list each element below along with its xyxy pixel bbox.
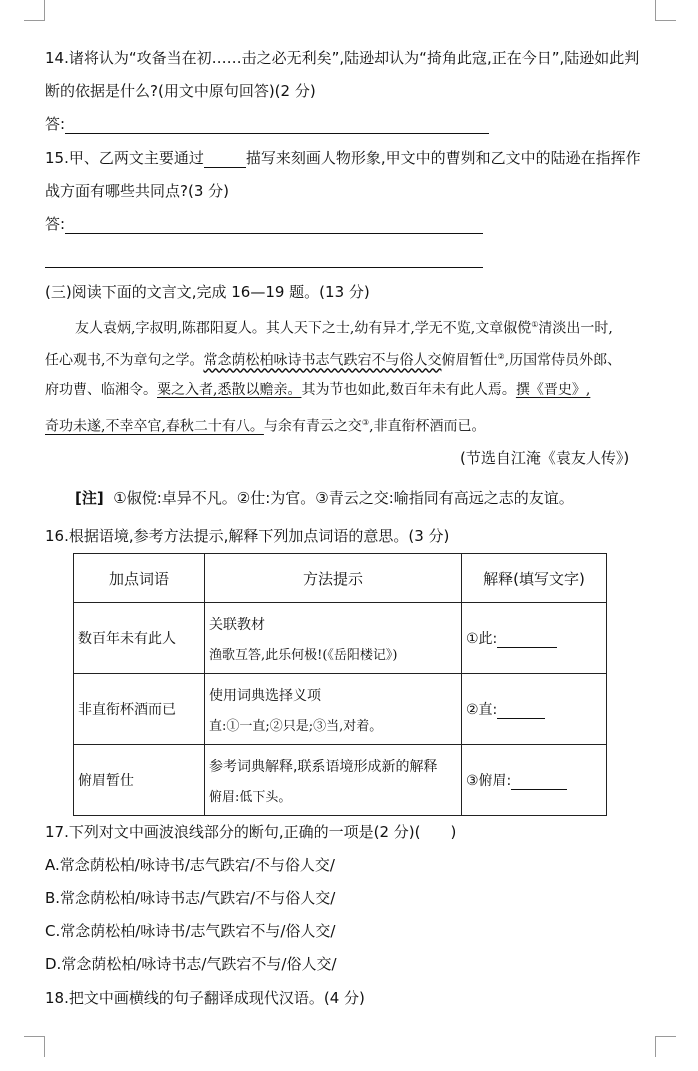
q15-answer-2 [45,248,483,268]
row2-hint-title: 使用词典选择义项 [209,687,321,704]
q17-option-b[interactable]: B.常念荫松柏/咏诗书志/气跌宕/不与俗人交/ [45,889,336,907]
q15-line1-a: 15.甲、乙两文主要通过 [45,149,204,167]
row1-hint-title: 关联教材 [209,616,265,633]
passage-p2-a: 任心观书,不为章句之学。 [45,352,204,369]
passage-p2-c: 暂仕 [469,352,498,369]
q15-answer [45,214,483,234]
q17-option-c[interactable]: C.常念荫松柏/咏诗书/志气跌宕不与/俗人交/ [45,922,336,940]
q14-line1: 14.诸将认为“攻备当在初……击之必无利矣”,陆逊却认为“掎角此寇,正在今日”,陆逊如此判 [45,49,640,67]
row3-answer-cell [462,745,607,816]
crop-mark-top-right [655,0,676,21]
note-ref-3: ③ [361,418,370,427]
table-row [74,674,607,745]
table-row [74,603,607,674]
header-answer: 解释(填写文字) [462,554,607,603]
q15-fill-blank[interactable] [204,151,246,168]
notes-label: [注] [75,489,104,507]
section3-heading: (三)阅读下面的文言文,完成 16—19 题。(13 分) [45,283,370,301]
passage-p2-tail: ,历国常侍员外郎、 [504,352,622,369]
passage-line2 [45,347,621,371]
q15-line2: 战方面有哪些共同点?(3 分) [45,182,229,200]
q14-answer [45,114,489,134]
row3-phrase: 俯眉暂仕 [74,745,205,816]
row3-hint-title: 参考词典解释,联系语境形成新的解释 [209,758,438,775]
header-hint: 方法提示 [205,554,462,603]
passage-p1-tail: 清淡出一时, [538,320,613,337]
q15-line1-b: 描写来刻画人物形象,甲文中的曹刿和乙文中的陆逊在指挥作 [245,149,641,167]
q17-option-d[interactable]: D.常念荫松柏/咏诗书志/气跌宕不与/俗人交/ [45,955,337,973]
q15-answer-line-2[interactable] [45,251,483,268]
header-phrase: 加点词语 [74,554,205,603]
row2-answer-line[interactable] [497,703,545,719]
crop-mark-bottom-left [24,1036,45,1057]
row2-hint-detail: 直:①一直;②只是;③当,对着。 [209,718,383,734]
passage-line3 [45,380,590,400]
q17-stem: 17.下列对文中画波浪线部分的断句,正确的一项是(2 分)( ) [45,823,457,841]
row3-answer-line[interactable] [511,774,567,790]
crop-mark-bottom-right [655,1036,676,1057]
row1-hint-detail: 渔歌互答,此乐何极!(《岳阳楼记》) [209,647,398,663]
row1-answer-cell [462,603,607,674]
passage-notes [75,488,574,508]
q14-answer-label: 答: [45,115,66,133]
passage-p2-b: 俯眉 [441,352,470,369]
passage-p3-a: 府功曹、临湘令。 [45,382,157,398]
row2-phrase: 非直衔杯酒而已 [74,674,205,745]
note-ref-2: ② [497,352,505,361]
q15-line1 [45,148,641,168]
table-row [74,745,607,816]
row1-answer-label: ①此: [466,631,498,647]
q18-stem: 18.把文中画横线的句子翻译成现代汉语。(4 分) [45,989,365,1007]
passage-p3-b: 其为节也如此,数百年未有此人焉。 [301,382,516,398]
crop-mark-top-left [24,0,45,21]
notes-text: ①俶傥:卓异不凡。②仕:为官。③青云之交:喻指同有高远之志的友谊。 [113,489,574,507]
row1-phrase: 数百年未有此人 [74,603,205,674]
q16-stem: 16.根据语境,参考方法提示,解释下列加点词语的意思。(3 分) [45,527,450,545]
row2-hint [205,674,462,745]
passage-p1: 友人袁炳,字叔明,陈郡阳夏人。其人天下之士,幼有异才,学无不览,文章俶傥 [75,320,532,337]
passage-p4-b: 与余有青云之交 [263,418,362,435]
row1-hint [205,603,462,674]
underlined-sentence-2b: 奇功未遂,不幸卒官,春秋二十有八。 [45,418,264,435]
q14-answer-line[interactable] [65,117,489,134]
q15-answer-label: 答: [45,215,66,233]
row3-hint-detail: 俯眉:低下头。 [209,789,292,805]
row2-answer-label: ②直: [466,702,498,718]
row3-hint [205,745,462,816]
q17-option-a[interactable]: A.常念荫松柏/咏诗书/志气跌宕/不与俗人交/ [45,856,335,874]
q15-answer-line-1[interactable] [65,217,483,234]
underlined-sentence-1: 粟之入者,悉散以赡亲。 [157,382,302,398]
q14-line2: 断的依据是什么?(用文中原句回答)(2 分) [45,82,316,100]
passage-line4 [45,413,486,437]
row1-answer-line[interactable] [497,632,557,648]
underlined-sentence-2a: 撰《晋史》, [515,382,591,398]
passage-line1 [75,315,613,339]
wavy-underlined-sentence: 常念荫松柏咏诗书志气跌宕不与俗人交 [203,352,442,369]
passage-p4-tail: ,非直衔杯酒而已。 [369,418,486,435]
row2-answer-cell [462,674,607,745]
q16-table [73,553,607,816]
note-ref-1: ① [531,320,539,329]
passage-source: (节选自江淹《袁友人传》) [460,449,630,467]
row3-answer-label: ③俯眉: [466,773,512,789]
q16-table-header [74,554,607,603]
